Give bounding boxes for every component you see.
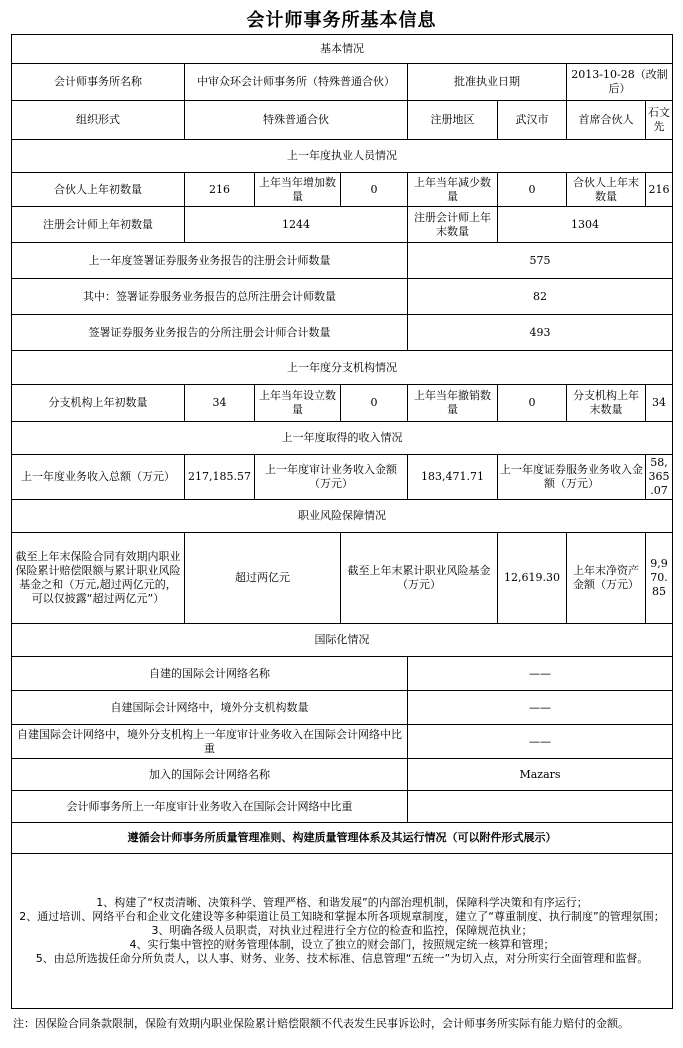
staff-reduced-label: 上年当年减少数量 <box>408 173 498 207</box>
firm-name-label: 会计师事务所名称 <box>12 64 185 101</box>
branches-begin-label: 分支机构上年初数量 <box>12 385 185 422</box>
branch-cpa-label: 签署证券服务业务报告的分所注册会计师合计数量 <box>12 315 408 351</box>
section-basic: 基本情况 <box>12 35 673 64</box>
staff-added-value: 0 <box>341 173 408 207</box>
quality-item: 4、实行集中管控的财务管理体制，设立了独立的财会部门，按照规定统一核算和管理； <box>129 938 555 951</box>
approve-date-value: 2013-10-28（改制后） <box>567 64 673 101</box>
firm-name-value: 中审众环会计师事务所（特殊普通合伙） <box>185 64 408 101</box>
signed-cpa-label: 上一年度签署证券服务业务报告的注册会计师数量 <box>12 243 408 279</box>
net-assets-value: 9,970.85 <box>646 533 673 624</box>
income-securities-label: 上一年度证券服务业务收入金额（万元） <box>498 455 646 500</box>
firm-ratio-label: 会计师事务所上一年度审计业务收入在国际会计网络中比重 <box>12 791 408 823</box>
joined-network-value: Mazars <box>408 759 673 791</box>
overseas-ratio-label: 自建国际会计网络中，境外分支机构上一年度审计业务收入在国际会计网络中比重 <box>12 725 408 759</box>
branches-begin-value: 34 <box>185 385 255 422</box>
section-income: 上一年度取得的收入情况 <box>12 422 673 455</box>
joined-network-label: 加入的国际会计网络名称 <box>12 759 408 791</box>
partners-begin-label: 合伙人上年初数量 <box>12 173 185 207</box>
partners-end-label: 合伙人上年末数量 <box>567 173 646 207</box>
quality-item: 5、由总所选拔任命分所负责人，以人事、财务、业务、技术标准、信息管理“五统一”为切入点，对分所实行全面管理和监督。 <box>35 952 649 965</box>
insurance-label: 截至上年末保险合同有效期内职业保险累计赔偿限额与累计职业风险基金之和（万元,超过两亿元的，可以仅披露“超过两亿元”） <box>12 533 185 624</box>
income-audit-value: 183,471.71 <box>408 455 498 500</box>
cpa-end-label: 注册会计师上年末数量 <box>408 207 498 243</box>
firm-info-table <box>11 34 673 1009</box>
overseas-count-label: 自建国际会计网络中，境外分支机构数量 <box>12 691 408 725</box>
cpa-end-value: 1304 <box>498 207 673 243</box>
partners-end-value: 216 <box>646 173 673 207</box>
own-network-label: 自建的国际会计网络名称 <box>12 657 408 691</box>
branches-cancel-value: 0 <box>498 385 567 422</box>
risk-fund-value: 12,619.30 <box>498 533 567 624</box>
risk-fund-label: 截至上年末累计职业风险基金（万元） <box>341 533 498 624</box>
approve-date-label: 批准执业日期 <box>408 64 567 101</box>
quality-list <box>12 854 673 1009</box>
own-network-value: —— <box>408 657 673 691</box>
cpa-begin-value: 1244 <box>185 207 408 243</box>
section-branches: 上一年度分支机构情况 <box>12 351 673 385</box>
reg-area-label: 注册地区 <box>408 101 498 140</box>
income-audit-label: 上一年度审计业务收入金额（万元） <box>255 455 408 500</box>
section-risk: 职业风险保障情况 <box>12 500 673 533</box>
staff-added-label: 上年当年增加数量 <box>255 173 341 207</box>
firm-ratio-value <box>408 791 673 823</box>
head-office-cpa-label: 其中：签署证券服务业务报告的总所注册会计师数量 <box>12 279 408 315</box>
branches-set-value: 0 <box>341 385 408 422</box>
reg-area-value: 武汉市 <box>498 101 567 140</box>
section-quality: 遵循会计师事务所质量管理准则、构建质量管理体系及其运行情况（可以附件形式展示） <box>12 823 673 854</box>
overseas-count-value: —— <box>408 691 673 725</box>
branches-end-label: 分支机构上年末数量 <box>567 385 646 422</box>
branches-set-label: 上年当年设立数量 <box>255 385 341 422</box>
branches-cancel-label: 上年当年撤销数量 <box>408 385 498 422</box>
quality-item: 2、通过培训、网络平台和企业文化建设等多种渠道让员工知晓和掌握本所各项规章制度，建立了“尊重制度、执行制度”的管理氛围； <box>19 910 665 923</box>
branches-end-value: 34 <box>646 385 673 422</box>
overseas-ratio-value: —— <box>408 725 673 759</box>
chief-partner-value: 石文先 <box>646 101 673 140</box>
branch-cpa-value: 493 <box>408 315 673 351</box>
signed-cpa-value: 575 <box>408 243 673 279</box>
income-total-value: 217,185.57 <box>185 455 255 500</box>
org-form-value: 特殊普通合伙 <box>185 101 408 140</box>
cpa-begin-label: 注册会计师上年初数量 <box>12 207 185 243</box>
footnote: 注：因保险合同条款限制，保险有效期内职业保险累计赔偿限额不代表发生民事诉讼时，会计师事务所实际有能力赔付的金额。 <box>13 1017 629 1030</box>
section-staff: 上一年度执业人员情况 <box>12 140 673 173</box>
income-securities-value: 58,365.07 <box>646 455 673 500</box>
net-assets-label: 上年末净资产金额（万元） <box>567 533 646 624</box>
org-form-label: 组织形式 <box>12 101 185 140</box>
section-intl: 国际化情况 <box>12 624 673 657</box>
income-total-label: 上一年度业务收入总额（万元） <box>12 455 185 500</box>
insurance-value: 超过两亿元 <box>185 533 341 624</box>
quality-item: 1、构建了“权责清晰、决策科学、管理严格、和谐发展”的内部治理机制，保障科学决策和有序运行； <box>96 896 588 909</box>
staff-reduced-value: 0 <box>498 173 567 207</box>
head-office-cpa-value: 82 <box>408 279 673 315</box>
partners-begin-value: 216 <box>185 173 255 207</box>
quality-item: 3、明确各级人员职责，对执业过程进行全方位的检查和监控，保障规范执业； <box>151 924 533 937</box>
chief-partner-label: 首席合伙人 <box>567 101 646 140</box>
page-title: 会计师事务所基本信息 <box>246 10 437 31</box>
